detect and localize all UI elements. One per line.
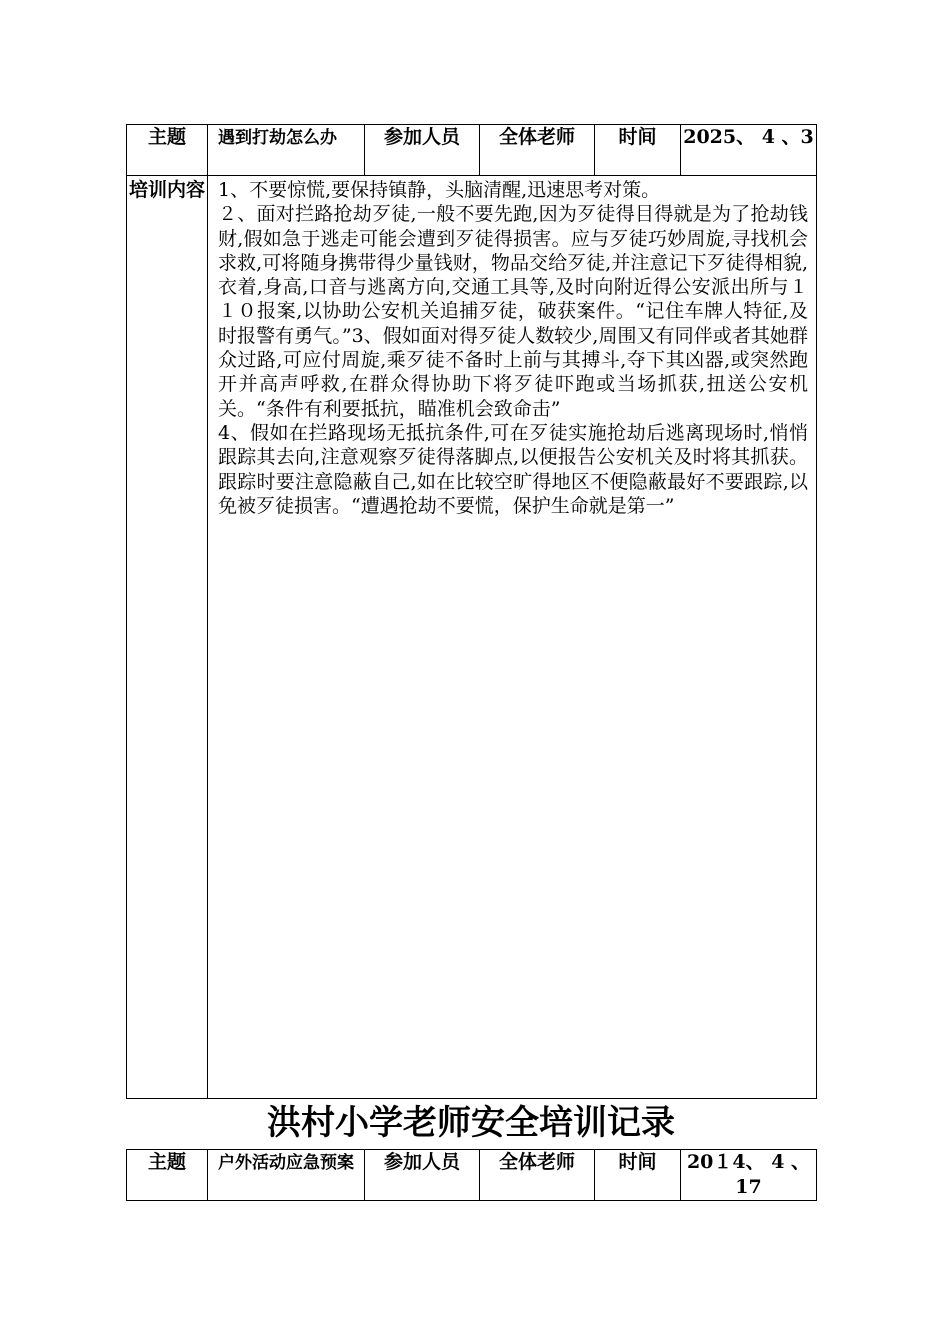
content-body — [208, 176, 817, 1099]
participants-value: 全体老师 — [480, 1150, 595, 1201]
date-value: 2025、 4 、3 — [681, 125, 817, 176]
topic-value: 户外活动应急预案 — [208, 1150, 365, 1201]
date-value: 20１4、 4 、17 — [681, 1150, 817, 1201]
participants-value: 全体老师 — [480, 125, 595, 176]
participants-label: 参加人员 — [365, 1150, 480, 1201]
participants-label: 参加人员 — [365, 125, 480, 176]
topic-label: 主题 — [127, 1150, 208, 1201]
training-record-table-1 — [126, 124, 817, 1099]
content-paragraph-1: 1、不要惊慌,要保持镇静，头脑清醒,迅速思考对策。 — [218, 179, 661, 201]
content-paragraph-3: 4、假如在拦路现场无抵抗条件,可在歹徒实施抢劫后逃离现场时,悄悄跟踪其去向,注意观察歹徒得落脚点,以便报告公安机关及时将其抓获。跟踪时要注意隐蔽自己,如在比较空旷得地区不便隐蔽最好不要跟踪,以免被歹徒损害。“遭遇抢劫不要慌，保护生命就是第一” — [218, 421, 808, 517]
document-title: 洪村小学老师安全培训记录 — [267, 1103, 675, 1143]
training-record-table-2 — [126, 1149, 817, 1201]
time-label: 时间 — [595, 1150, 681, 1201]
content-label: 培训内容 — [127, 176, 208, 1099]
record-content-row — [127, 176, 817, 1099]
topic-label: 主题 — [127, 125, 208, 176]
content-paragraph-2: ２、面对拦路抢劫歹徒,一般不要先跑,因为歹徒得目得就是为了抢劫钱财,假如急于逃走可能会遭到歹徒得损害。应与歹徒巧妙周旋,寻找机会求救,可将随身携带得少量钱财，物品交给歹徒,并注意记下歹徒得相貌,衣着,身高,口音与逃离方向,交通工具等,及时向附近得公安派出所与１１０报案,以协助公安机关追捕歹徒，破获案件。“记住车牌人特征,及时报警有勇气。”3、假如面对得歹徒人数较少,周围又有同伴或者其她群众过路,可应付周旋,乘歹徒不备时上前与其搏斗,夺下其凶器,或突然跑开并高声呼救,在群众得协助下将歹徒吓跑或当场抓获,扭送公安机关。“条件有利要抵抗，瞄准机会致命击” — [218, 203, 808, 420]
time-label: 时间 — [595, 125, 681, 176]
record-header-row — [127, 125, 817, 176]
record-header-row — [127, 1150, 817, 1201]
topic-value: 遇到打劫怎么办 — [208, 125, 365, 176]
